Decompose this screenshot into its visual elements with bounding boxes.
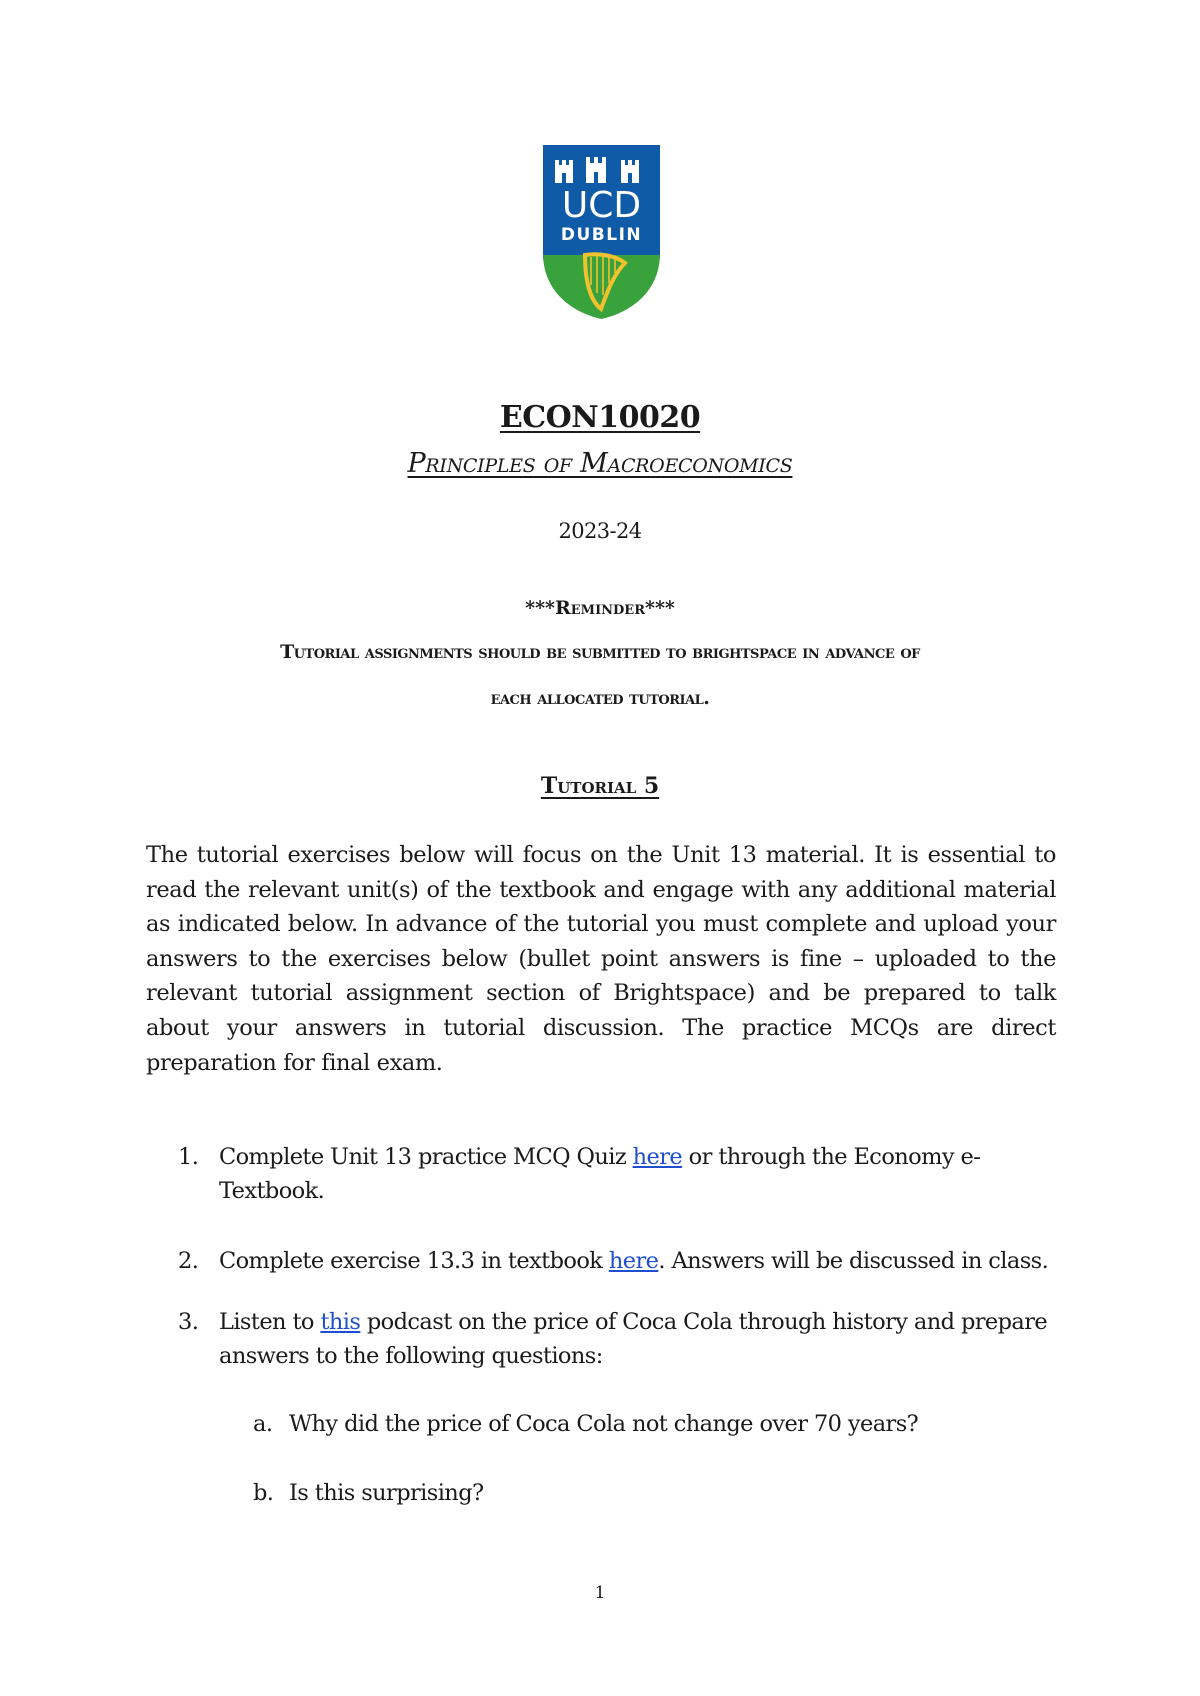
reminder-heading: ***Reminder*** — [525, 597, 675, 619]
academic-year: 2023-24 — [558, 519, 642, 543]
svg-text:UCD: UCD — [561, 185, 642, 226]
course-code: ECON10020 — [499, 400, 701, 435]
reminder-text-line-2: each allocated tutorial. — [490, 687, 710, 709]
question-text: Listen to this podcast on the price of Coca Cola through history and prepare answers to the following questions: — [219, 1309, 1048, 1369]
question-number: 3. — [178, 1309, 199, 1335]
question-number: 1. — [178, 1144, 199, 1170]
question-number: 2. — [178, 1248, 199, 1274]
ucd-logo — [541, 143, 662, 321]
tutorial-title: Tutorial 5 — [540, 773, 660, 799]
sub-question-letter: a. — [253, 1411, 273, 1437]
textbook-exercise-link[interactable]: here — [608, 1248, 659, 1274]
question-text: Complete Unit 13 practice MCQ Quiz here or through the Economy e-Textbook. — [219, 1144, 981, 1204]
reminder-text-line-1: Tutorial assignments should be submitted to brightspace in advance of — [280, 641, 920, 663]
sub-question-letter: b. — [253, 1480, 274, 1506]
svg-text:DUBLIN: DUBLIN — [560, 225, 643, 245]
sub-question-text: Why did the price of Coca Cola not change over 70 years? — [289, 1411, 919, 1437]
question-text: Complete exercise 13.3 in textbook here. Answers will be discussed in class. — [219, 1248, 1049, 1274]
course-title: Principles of Macroeconomics — [407, 448, 793, 479]
intro-paragraph: The tutorial exercises below will focus on the Unit 13 material. It is essential to read the relevant unit(s) of the textbook and engage with any additional material as indicated below. In advance of the tutorial you must complete and upload your answers to the exercises below (bullet point answers is fine – uploaded to the relevant tutorial assignment section of Brightspace) and be prepared to talk about your answers in tutorial discussion. The practice MCQs are direct preparation for final exam. — [146, 842, 1056, 1076]
mcq-quiz-link[interactable]: here — [632, 1144, 683, 1170]
page-number: 1 — [594, 1583, 606, 1603]
sub-question-text: Is this surprising? — [289, 1480, 484, 1506]
podcast-link[interactable]: this — [320, 1309, 361, 1335]
